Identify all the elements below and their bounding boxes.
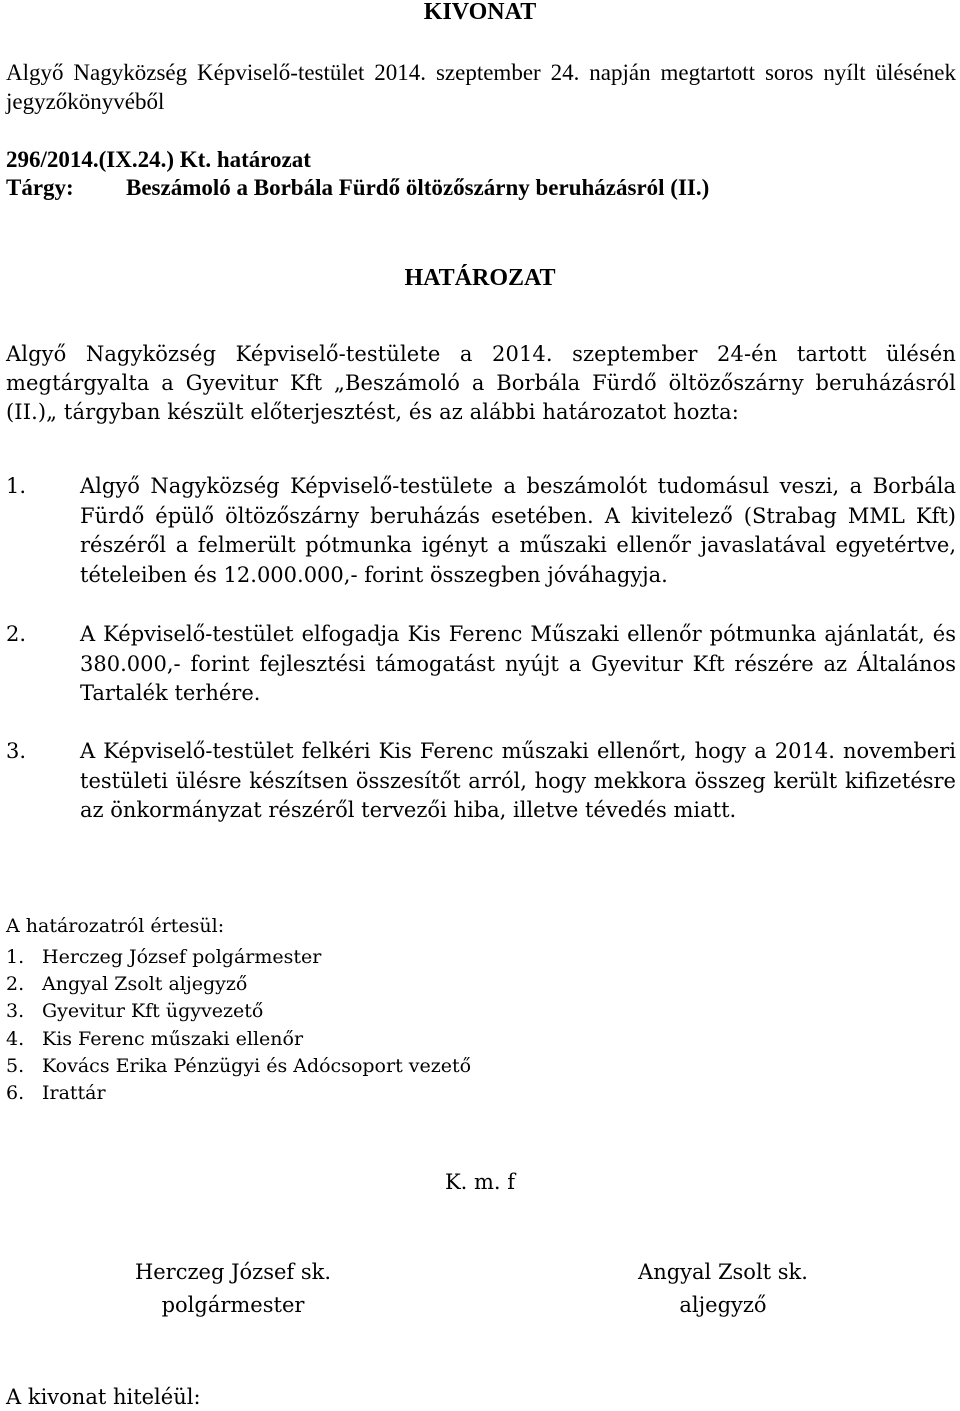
list-item <box>6 971 471 998</box>
subject-label: Tárgy: <box>6 175 74 200</box>
recipient-number: 2. <box>6 973 25 996</box>
resolution-item <box>6 737 956 826</box>
item-number: 3. <box>6 739 27 763</box>
signatory-name: Angyal Zsolt sk. <box>638 1260 808 1284</box>
certification-line: A kivonat hiteléül: <box>6 1385 201 1409</box>
list-item <box>6 1026 471 1053</box>
list-item <box>6 1053 471 1080</box>
km-line: K. m. f <box>444 1170 516 1194</box>
recipients-title: A határozatról értesül: <box>6 915 225 937</box>
list-item <box>6 944 471 971</box>
recipients-list <box>6 944 471 1107</box>
signature-block-mayor <box>73 1256 393 1322</box>
signatory-name: Herczeg József sk. <box>134 1260 332 1284</box>
intro-text: Algyő Nagyközség Képviselő-testület 2014. szeptember 24. napján megtartott soros nyílt ülésének jegyzőkönyvéből <box>6 60 956 114</box>
subject-text: Beszámoló a Borbála Fürdő öltözőszárny beruházásról (II.) <box>126 175 710 200</box>
recipient-name: Gyevitur Kft ügyvezető <box>42 1000 264 1023</box>
list-item <box>6 998 471 1025</box>
signature-block-notary <box>563 1256 883 1322</box>
recipient-name: Kis Ferenc műszaki ellenőr <box>42 1027 304 1050</box>
signatory-role: polgármester <box>161 1293 305 1317</box>
recipient-name: Kovács Erika Pénzügyi és Adócsoport vezető <box>42 1054 472 1077</box>
subject-line <box>6 174 709 202</box>
recipient-name: Angyal Zsolt aljegyző <box>42 973 248 996</box>
resolution-number: 296/2014.(IX.24.) Kt. határozat <box>6 147 311 172</box>
item-text: A Képviselő-testület elfogadja Kis Ferenc Műszaki ellenőr pótmunka ajánlatát, és 380.000,- forint fejlesztési támogatást nyújt a Gyevitur Kft részére az Általános Tartalék terhére. <box>80 622 956 705</box>
recipient-number: 5. <box>6 1054 25 1077</box>
resolution-heading: HATÁROZAT <box>404 265 556 291</box>
item-number: 1. <box>6 474 27 498</box>
recipient-number: 4. <box>6 1027 25 1050</box>
list-item <box>6 1080 471 1107</box>
recipient-number: 6. <box>6 1082 25 1105</box>
document-title: KIVONAT <box>423 0 537 25</box>
item-number: 2. <box>6 622 27 646</box>
recipient-number: 1. <box>6 946 25 968</box>
recipient-name: Herczeg József polgármester <box>42 946 322 968</box>
item-text: Algyő Nagyközség Képviselő-testülete a beszámolót tudomásul veszi, a Borbála Fürdő épülő öltözőszárny beruházás esetében. A kivitelező (Strabag MML Kft) részéről a felmerült pótmunka igényt a műszaki ellenőr javaslatával egyetértve, tételeiben és 12.000.000,- forint összegben jóváhagyja. <box>80 474 956 587</box>
preamble-text: Algyő Nagyközség Képviselő-testülete a 2014. szeptember 24-én tartott ülésén megtárgyalta a Gyevitur Kft „Beszámoló a Borbála Fürdő öltözőszárny beruházásról (II.)„ tárgyban készült előterjesztést, és az alábbi határozatot hozta: <box>6 342 956 424</box>
resolution-item <box>6 472 956 590</box>
item-text: A Képviselő-testület felkéri Kis Ferenc műszaki ellenőrt, hogy a 2014. novemberi testületi ülésre készítsen összesítőt arról, hogy mekkora összeg került kifizetésre az önkormányzat részéről tervezői hiba, illetve tévedés miatt. <box>80 739 956 822</box>
signatory-role: aljegyző <box>679 1293 767 1317</box>
recipient-name: Irattár <box>42 1082 106 1105</box>
resolution-item <box>6 620 956 709</box>
recipient-number: 3. <box>6 1000 25 1023</box>
